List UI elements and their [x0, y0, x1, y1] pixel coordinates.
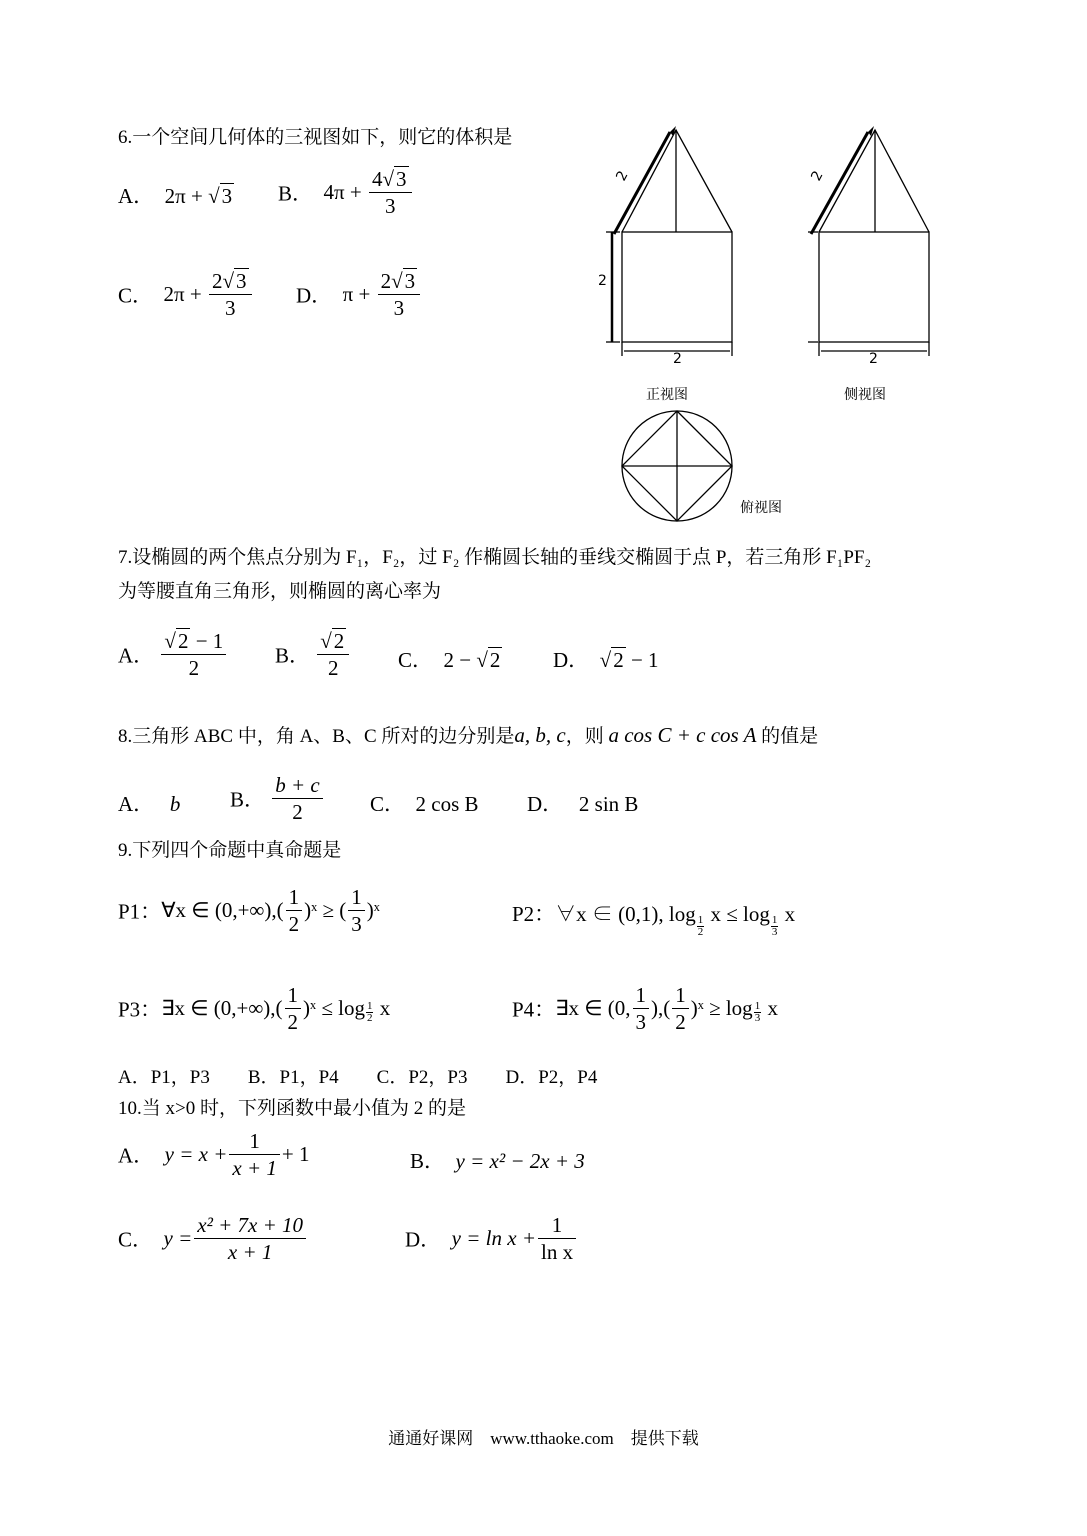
q10-option-a: A． y = x + $\frac{1}{x + 1}$ + 1	[118, 1129, 310, 1180]
front-height-label: 2	[598, 273, 607, 289]
q10-stem: 10.当 x>0 时，下列函数中最小值为 2 的是	[118, 1098, 466, 1119]
top-view-label: 俯视图	[740, 500, 782, 516]
q7-option-d: D． √2 − 1	[553, 648, 659, 672]
q8-option-a: A． b	[118, 792, 181, 816]
side-view-label: 侧视图	[844, 387, 886, 403]
q7-option-c: C． 2 − √2	[398, 648, 501, 672]
q9-p1: P1：∀x ∈ (0,+∞),( $\frac{1}{2}$ )ˣ ≥ ( $\frac{1}{3}$ )ˣ	[118, 885, 380, 936]
q8-option-d: D． 2 sin B	[527, 792, 639, 816]
q9-p3: P3：∃x ∈ (0,+∞),( $\frac{1}{2}$ )ˣ ≤ log $\frac{1}{2}$ x	[118, 983, 391, 1034]
side-slant-dim-line	[811, 132, 868, 234]
q6-option-a: A． 2π + √3	[118, 184, 233, 208]
front-view-triangle	[622, 130, 732, 232]
front-view-label: 正视图	[646, 387, 688, 403]
side-width-label: 2	[869, 351, 878, 367]
q9-p4: P4：∃x ∈ (0, $\frac{1}{3}$ ),( $\frac{1}{2}$ )ˣ ≥ log $\frac{1}{3}$ x	[512, 983, 778, 1034]
q10-option-d: D． y = ln x + $\frac{1}{\text{ln x}}$	[405, 1212, 578, 1265]
q10-option-c: C． y = $\frac{\text{x² + 7x + 10}}{x + 1}$	[118, 1212, 308, 1265]
q8-option-c: C． 2 cos B	[370, 792, 479, 816]
q7-stem-line2: 为等腰直角三角形，则椭圆的离心率为	[118, 581, 442, 602]
q7-option-b: B． $\frac{√2}{2}$	[275, 628, 351, 681]
front-slant-dim-line	[614, 132, 670, 234]
q6-stem: 6.一个空间几何体的三视图如下，则它的体积是	[118, 127, 513, 148]
q7-stem-line1: 7.设椭圆的两个焦点分别为 F₁，F₂，过 F₂ 作椭圆长轴的垂线交椭圆于点 P，若三角形 F₁PF₂	[118, 547, 872, 568]
front-view-square	[622, 232, 732, 342]
q9-stem: 9.下列四个命题中真命题是	[118, 840, 342, 861]
front-slant-label: 2	[613, 168, 632, 184]
q6-option-b: B． 4π + $\frac{4√3}{3}$	[278, 166, 414, 219]
q7-option-a: A． $\frac{√2 - 1}{2}$	[118, 628, 228, 681]
q9-answer-options: A．P1，P3 B．P1，P4 C．P2，P3 D．P2，P4	[118, 1067, 598, 1088]
q6-option-d: D． π + $\frac{2√3}{3}$	[296, 268, 422, 321]
front-width-label: 2	[673, 351, 682, 367]
q8-option-b: B． $\frac{b + c}{2}$	[230, 772, 325, 825]
q8-stem: 8.三角形 ABC 中，角 A、B、C 所对的边分别是a, b, c，则 a cos C + c cos A 的值是	[118, 723, 819, 747]
q10-option-b: B． y = x² − 2x + 3	[410, 1149, 585, 1173]
page-footer: 通通好课网 www.tthaoke.com 提供下载	[388, 1429, 699, 1448]
side-view-triangle	[819, 130, 929, 232]
side-view-square	[819, 232, 929, 342]
q6-option-c: C． 2π + $\frac{2√3}{3}$	[118, 268, 254, 321]
q9-p2: P2：∀x ∈ (0,1), log $\frac{1}{2}$ x ≤ log $\frac{1}{3}$ x	[512, 902, 796, 938]
side-slant-label: 2	[808, 168, 827, 184]
